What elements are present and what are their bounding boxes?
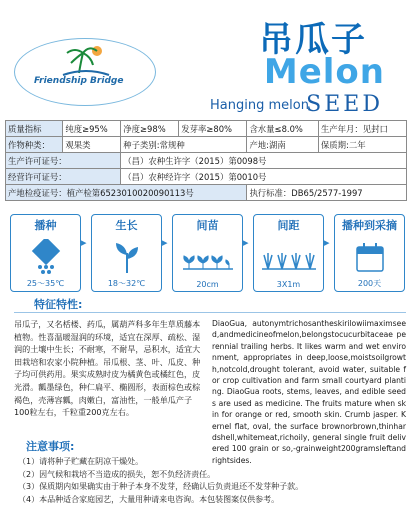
step-title: 间距 <box>277 219 300 232</box>
step-title: 间苗 <box>196 219 219 232</box>
note-item: （3）保质期内如果确实由于种子本身不发芽，经确认后负责退还不发芽种子款。 <box>18 482 304 492</box>
sprout-icon <box>112 239 142 275</box>
product-title-cn: 吊瓜子 <box>259 20 367 60</box>
info-cell: 种子类别:常规种 <box>121 137 247 153</box>
brand-name: Friendship Bridge <box>34 76 124 86</box>
palm-island-icon <box>61 43 111 77</box>
info-cell: （昌）农种经许字（2015）第0010号 <box>121 169 407 185</box>
step-title: 播种到采摘 <box>342 219 397 232</box>
step-value: 3X1m <box>276 280 301 289</box>
divider <box>14 312 406 313</box>
spacing-plants-icon <box>260 241 318 273</box>
growing-steps <box>10 214 404 292</box>
notes-title: 注意事项: <box>26 440 75 453</box>
table-row <box>6 185 407 201</box>
info-cell: 纯度≥95% <box>63 121 121 137</box>
step-thinning <box>172 214 243 292</box>
step-value: 200天 <box>357 279 382 288</box>
table-row <box>6 137 407 153</box>
info-cell: 质量指标 <box>6 121 63 137</box>
note-item: （1）请将种子贮藏在阴凉干燥处。 <box>18 457 144 466</box>
crop-type-label: 作物种类： <box>8 139 50 150</box>
table-row <box>6 169 407 185</box>
step-value: 18～32℃ <box>107 279 146 288</box>
step-value: 25～35℃ <box>26 279 65 288</box>
step-spacing <box>253 214 324 292</box>
step-value: 20cm <box>196 280 219 289</box>
product-subtitle: Hanging melon <box>210 98 309 113</box>
info-cell: （昌）农种生许字（2015）第0098号 <box>121 153 407 169</box>
step-growth <box>91 214 162 292</box>
info-cell: 含水量≤8.0% <box>247 121 318 137</box>
info-cell: 经营许可证号： <box>6 169 121 185</box>
table-row <box>6 153 407 169</box>
info-cell: 净度≥98% <box>121 121 179 137</box>
info-cell: 生产年月：见封口 <box>318 121 406 137</box>
info-cell: 执行标准：DB65/2577-1997 <box>247 185 407 201</box>
features-text-en: DiaoGua, autonymtrichosantheskirilowiimaximseed,andmedicineofmelon,belongstocucurbitaceae perennial trailing herbs. It likes warm and wet environment, appropriates in deep,loose,moistsoilgrowth,notcold,drought tolerant, avoid water, suitable for crop cultivation and farm small courtyard planting. DiaoGua roots, stems, leaves, and edible seeds are used as medicine. The fruits mature when skin for orange or red, smooth skin. Crumb jasper. Kernel flat, oval, the surface brownorbrown,thinhardshell,whitemeat,richoily, general single fruit delivered 100 grain or so,-grainweight200gramsleftandrightsides. <box>212 319 406 465</box>
notes-list <box>18 456 408 506</box>
features-title: 特征特性: <box>34 298 83 311</box>
step-harvest <box>334 214 405 292</box>
calendar-icon <box>355 241 385 273</box>
arrow-icon: ▸ <box>162 236 168 249</box>
seed-pile-icon <box>30 239 62 275</box>
step-sowing <box>10 214 81 292</box>
info-cell: 观果类 <box>63 137 121 153</box>
info-cell <box>6 137 63 153</box>
arrow-icon: ▸ <box>81 236 87 249</box>
info-cell: 产地:湖南 <box>247 137 318 153</box>
product-info-table <box>5 120 407 201</box>
info-cell: 保质期:二年 <box>318 137 406 153</box>
note-item: （2）因气候和栽培不当造成的损失，恕不负经济责任。 <box>18 469 216 479</box>
info-cell: 产地检疫证号：植产检第6523010020090113号 <box>6 185 247 201</box>
seed-word: SEED <box>306 92 383 117</box>
brand-logo <box>14 38 156 106</box>
product-title-en: Melon <box>263 52 385 92</box>
note-item: （4）本品种适合家庭园艺，大量用种请来电咨询。本包装图案仅供参考。 <box>18 494 280 504</box>
arrow-icon: ▸ <box>243 236 249 249</box>
table-row <box>6 121 407 137</box>
info-cell: 发芽率≥80% <box>179 121 247 137</box>
step-title: 生长 <box>115 219 138 232</box>
info-cell: 生产许可证号： <box>6 153 121 169</box>
arrow-icon: ▸ <box>324 236 330 249</box>
seedlings-row-icon <box>181 243 235 273</box>
step-title: 播种 <box>34 219 57 232</box>
features-text-cn: 吊瓜子，又名栝楼、药瓜，属葫芦科多年生草质藤本植物。性喜温暖湿润的环境，适宜在深厚、疏松、湿润的土壤中生长；不耐寒，不耐旱，忌积水，适宜大田栽培和农家小院种植。吊瓜根、茎、叶、瓜皮、种子均可供药用。果实成熟时皮为橘黄色或橘红色，皮光滑。瓤墨绿色，种仁扁平、椭圆形，表面棕色或棕褐色，壳薄容瓤，肉嫩白，富油性，一般单瓜产子100粒左右，千粒重200克左右。 <box>14 319 201 418</box>
